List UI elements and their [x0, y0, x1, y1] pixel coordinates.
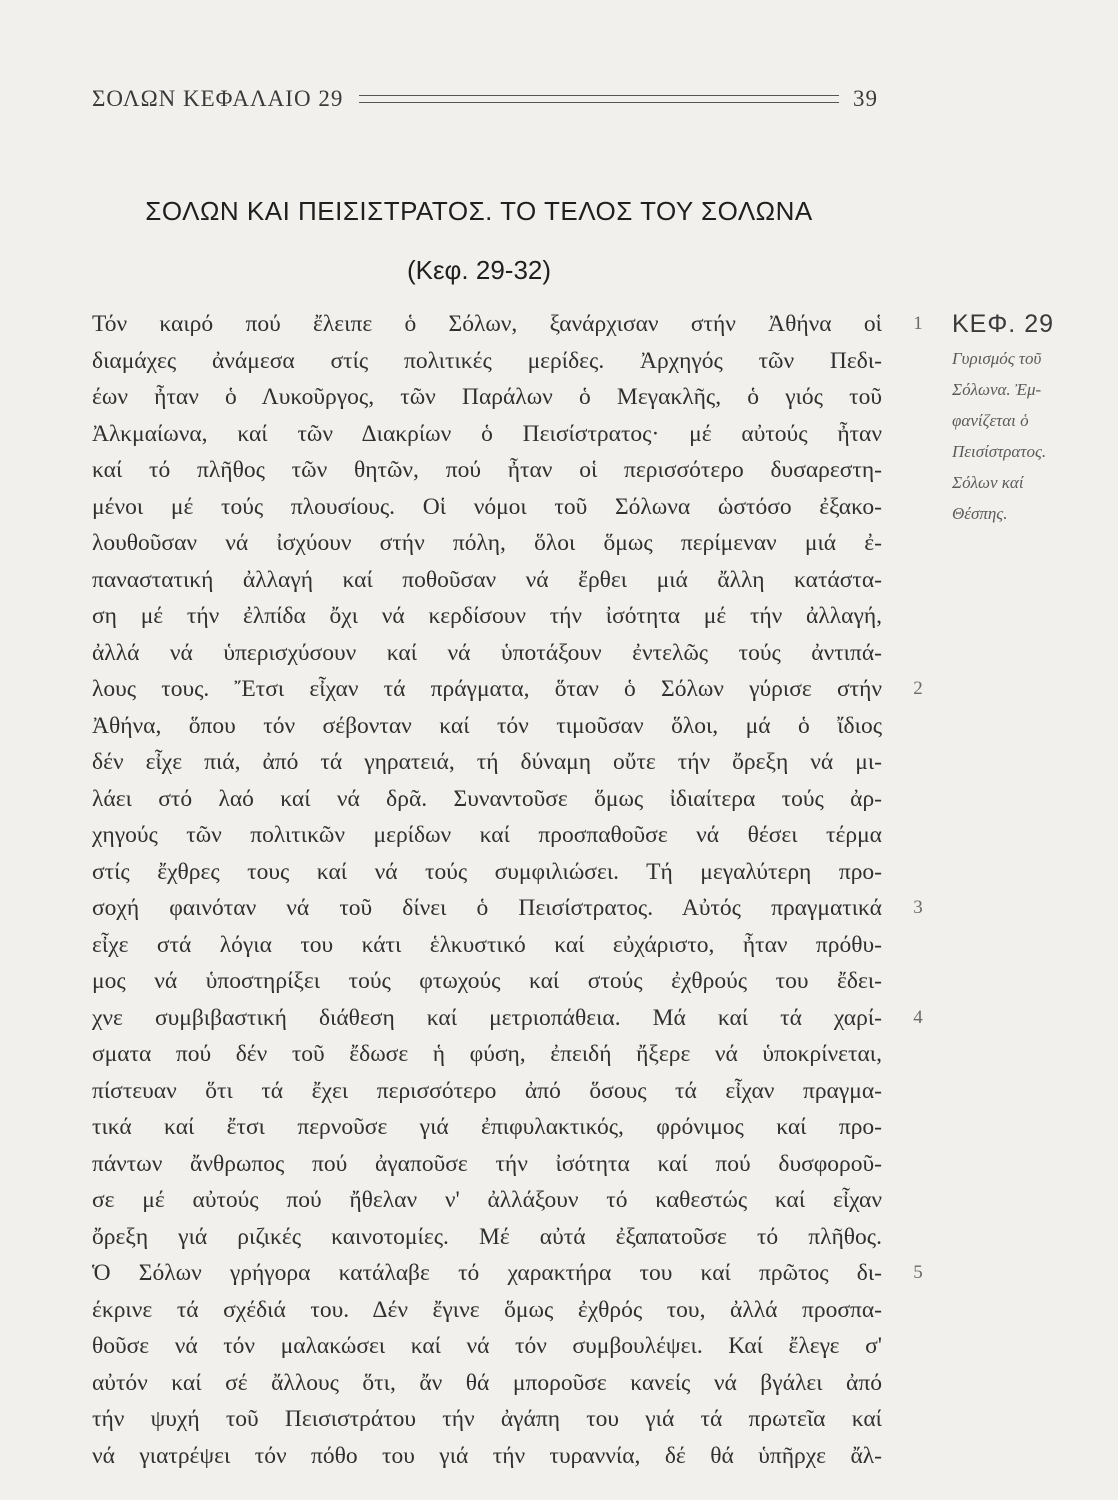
double-rule — [359, 95, 839, 103]
text-line: χηγούς τῶν πολιτικῶν μερίδων καί προσπαθοῦσε νά θέσει τέρμα — [92, 822, 882, 848]
text-line: Ἀθήνα, ὅπου τόν σέβονταν καί τόν τιμοῦσαν ὅλοι, μά ὁ ἴδιος — [92, 712, 882, 739]
text-line: καί τό πλῆθος τῶν θητῶν, πού ἦταν οἱ περισσότερο δυσαρεστη- — [92, 457, 882, 483]
text-line: μος νά ὑποστηρίξει τούς φτωχούς καί στούς ἐχθρούς του ἔδει- — [92, 968, 882, 994]
margin-note-lines — [952, 343, 1092, 529]
text-line: ση μέ τήν ἐλπίδα ὄχι νά κερδίσουν τήν ἰσότητα μέ τήν ἀλλαγή, — [92, 603, 882, 629]
text-line: πάντων ἄνθρωπος πού ἀγαποῦσε τήν ἰσότητα καί πού δυσφοροῦ- — [92, 1150, 882, 1177]
margin-note-heading: ΚΕΦ. 29 — [952, 310, 1054, 338]
text-line: ὄρεξη γιά ριζικές καινοτομίες. Μέ αὐτά ἐξαπατοῦσε τό πλῆθος. — [92, 1223, 882, 1250]
text-line: Τόν καιρό πού ἔλειπε ὁ Σόλων, ξανάρχισαν στήν Ἀθήνα οἱ — [92, 311, 882, 337]
margin-note-line: Θέσπης. — [952, 503, 1008, 523]
chapter-range: (Κεφ. 29-32) — [406, 255, 552, 285]
margin-note-line: Πεισίστρατος. — [952, 441, 1047, 461]
text-line: ἀλλά νά ὑπερισχύσουν καί νά ὑποτάξουν ἐντελῶς τούς ἀντιπά- — [92, 639, 882, 666]
text-line: σοχή φαινόταν νά τοῦ δίνει ὁ Πεισίστρατος. Αὐτός πραγματικά — [92, 895, 882, 921]
text-line: λουθοῦσαν νά ἰσχύουν στήν πόλη, ὅλοι ὅμως περίμεναν μιά ἐ- — [92, 530, 882, 556]
body-text — [92, 306, 882, 1474]
text-line: λους τους. Ἔτσι εἶχαν τά πράγματα, ὅταν ὁ Σόλων γύρισε στήν — [92, 676, 882, 702]
chapter-title: ΣΟΛΩΝ ΚΑΙ ΠΕΙΣΙΣΤΡΑΤΟΣ. ΤΟ ΤΕΛΟΣ ΤΟΥ ΣΟΛΩΝΑ — [145, 196, 813, 226]
text-line: έων ἦταν ὁ Λυκοῦργος, τῶν Παράλων ὁ Μεγακλῆς, ὁ γιός τοῦ — [92, 384, 882, 410]
text-line: σε μέ αὐτούς πού ἤθελαν ν' ἀλλάξουν τό καθεστώς καί εἶχαν — [92, 1187, 882, 1213]
section-number: 1 — [913, 313, 923, 334]
text-line: τικά καί ἔτσι περνοῦσε γιά ἐπιφυλακτικός, φρόνιμος καί προ- — [92, 1114, 882, 1140]
text-line: διαμάχες ἀνάμεσα στίς πολιτικές μερίδες. Ἀρχηγός τῶν Πεδι- — [92, 347, 882, 374]
section-number: 2 — [913, 678, 923, 699]
section-number: 5 — [913, 1262, 923, 1283]
section-number: 4 — [913, 1006, 923, 1028]
text-line: εἶχε στά λόγια του κάτι ἑλκυστικό καί εὐχάριστο, ἦταν πρόθυ- — [92, 931, 882, 958]
text-line: αὐτόν καί σέ ἄλλους ὅτι, ἄν θά μποροῦσε κανείς νά βγάλει ἀπό — [92, 1369, 882, 1396]
margin-note-line: Σόλωνα. Ἐμ- — [952, 379, 1042, 399]
margin-note — [952, 306, 1092, 529]
running-head — [92, 82, 878, 116]
text-line: χνε συμβιβαστική διάθεση καί μετριοπάθεια. Μά καί τά χαρί- — [92, 1004, 882, 1031]
text-line: στίς ἔχθρες τους καί νά τούς συμφιλιώσει. Τή μεγαλύτερη προ- — [92, 858, 882, 885]
text-line: έκρινε τά σχέδιά του. Δέν ἔγινε ὅμως ἐχθρός του, ἀλλά προσπα- — [92, 1296, 882, 1323]
text-line: δέν εἶχε πιά, ἀπό τά γηρατειά, τή δύναμη οὔτε τήν ὄρεξη νά μι- — [92, 749, 882, 775]
text-line: θοῦσε νά τόν μαλακώσει καί νά τόν συμβουλέψει. Καί ἔλεγε σ' — [92, 1333, 882, 1359]
margin-note-line: φανίζεται ὁ — [952, 410, 1029, 430]
text-line: μένοι μέ τούς πλουσίους. Οἱ νόμοι τοῦ Σόλωνα ὡστόσο ἐξακο- — [92, 493, 882, 520]
text-line: σματα πού δέν τοῦ ἔδωσε ἡ φύση, ἐπειδή ἤξερε νά ὑποκρίνεται, — [92, 1041, 882, 1067]
text-line: Ἀλκμαίωνα, καί τῶν Διακρίων ὁ Πεισίστρατος· μέ αὐτούς ἦταν — [92, 420, 882, 447]
margin-note-line: Γυρισμός τοῦ — [952, 348, 1042, 368]
text-line: νά γιατρέψει τόν πόθο του γιά τήν τυραννία, δέ θά ὑπῆρχε ἄλ- — [92, 1442, 882, 1469]
text-line: Ὁ Σόλων γρήγορα κατάλαβε τό χαρακτήρα του καί πρῶτος δι- — [92, 1260, 882, 1286]
text-line: πίστευαν ὅτι τά ἔχει περισσότερο ἀπό ὅσους τά εἶχαν πραγμα- — [92, 1077, 882, 1104]
margin-note-line: Σόλων καί — [952, 472, 1024, 492]
text-line: τήν ψυχή τοῦ Πεισιστράτου τήν ἀγάπη του γιά τά πρωτεῖα καί — [92, 1406, 882, 1432]
page-number: 39 — [853, 86, 878, 111]
section-number: 3 — [913, 897, 923, 918]
text-line: παναστατική ἀλλαγή καί ποθοῦσαν νά ἔρθει μιά ἄλλη κατάστα- — [92, 566, 882, 593]
running-head-title: ΣΟΛΩΝ ΚΕΦΑΛΑΙΟ 29 — [92, 86, 344, 111]
text-line: λάει στό λαό καί νά δρᾶ. Συναντοῦσε ὅμως ἰδιαίτερα τούς ἀρ- — [92, 785, 882, 812]
